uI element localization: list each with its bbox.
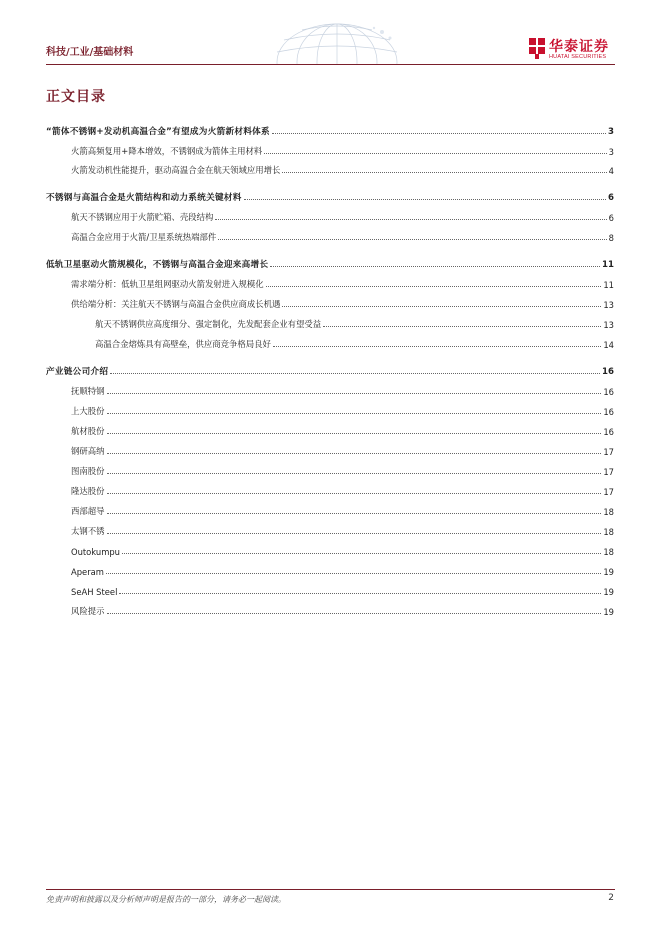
toc-entry-label: SeAH Steel — [71, 587, 118, 597]
toc-entry-page: 18 — [603, 507, 614, 517]
toc-entry-level2[interactable] — [71, 296, 614, 310]
toc-entry-label: 火箭高频复用+降本增效，不锈钢成为箭体主用材料 — [71, 146, 263, 156]
toc-dot-leader — [107, 533, 602, 534]
toc-entry-label: 低轨卫星驱动火箭规模化，不锈钢与高温合金迎来高增长 — [46, 260, 269, 270]
toc-entry-label: 钢研高纳 — [71, 446, 105, 456]
toc-entry-label: 航天不锈钢应用于火箭贮箱、壳段结构 — [71, 212, 214, 222]
toc-entry-page: 6 — [608, 193, 614, 203]
toc-entry-page: 17 — [603, 467, 614, 477]
toc-entry-page: 19 — [603, 587, 614, 597]
toc-dot-leader — [119, 593, 601, 594]
toc-entry-label: 高温合金熔炼具有高壁垒，供应商竞争格局良好 — [95, 339, 271, 349]
toc-dot-leader — [266, 286, 602, 287]
toc-entry-level2[interactable] — [71, 162, 614, 176]
toc-entry-page: 6 — [608, 213, 614, 223]
toc-entry-page: 14 — [603, 340, 614, 350]
toc-entry-level2[interactable] — [71, 423, 614, 437]
toc-entry-level2[interactable] — [71, 563, 614, 577]
toc-entry-level2[interactable] — [71, 383, 614, 397]
toc-dot-leader — [106, 573, 601, 574]
toc-entry-page: 13 — [603, 300, 614, 310]
toc-entry-page: 16 — [603, 407, 614, 417]
toc-entry-page: 16 — [603, 387, 614, 397]
toc-dot-leader — [264, 153, 606, 154]
toc-dot-leader — [107, 453, 602, 454]
toc-entry-label: 航天不锈钢供应高度细分、强定制化，先发配套企业有望受益 — [95, 319, 322, 329]
toc-title: 正文目录 — [46, 89, 106, 105]
toc-entry-level2[interactable] — [71, 503, 614, 517]
toc-entry-page: 13 — [603, 320, 614, 330]
toc-entry-level3[interactable] — [95, 336, 614, 350]
toc-entry-label: 高温合金应用于火箭/卫星系统热端部件 — [71, 232, 217, 242]
toc-entry-label: 火箭发动机性能提升，驱动高温合金在航天领域应用增长 — [71, 165, 281, 175]
toc-entry-page: 3 — [608, 127, 614, 137]
toc-entry-level1[interactable] — [46, 123, 614, 137]
toc-entry-label: Outokumpu — [71, 547, 120, 557]
huatai-logo-mark-icon — [527, 36, 547, 60]
toc-entry-page: 18 — [603, 547, 614, 557]
toc-dot-leader — [107, 413, 602, 414]
toc-entry-label: 隆达股份 — [71, 486, 105, 496]
toc-entry-label: 需求端分析：低轨卫星组网驱动火箭发射进入规模化 — [71, 279, 264, 289]
toc-entry-page: 3 — [608, 147, 614, 157]
toc-entry-page: 16 — [603, 427, 614, 437]
toc-entry-page: 11 — [603, 280, 614, 290]
toc-dot-leader — [323, 326, 601, 327]
toc-entry-page: 8 — [608, 233, 614, 243]
toc-entry-page: 19 — [603, 607, 614, 617]
toc-dot-leader — [107, 393, 602, 394]
toc-entry-page: 11 — [602, 260, 614, 270]
toc-entry-label: 太钢不锈 — [71, 526, 105, 536]
toc-entry-level2[interactable] — [71, 403, 614, 417]
toc-entry-level2[interactable] — [71, 543, 614, 557]
toc-entry-label: Aperam — [71, 567, 104, 577]
toc-entry-label: 图南股份 — [71, 466, 105, 476]
toc-entry-page: 16 — [602, 367, 614, 377]
footer-divider — [46, 889, 615, 890]
toc-dot-leader — [282, 306, 601, 307]
logo-text-en: HUATAI SECURITIES — [549, 54, 607, 60]
toc-dot-leader — [272, 133, 606, 134]
toc-dot-leader — [110, 373, 600, 374]
toc-dot-leader — [282, 172, 606, 173]
toc-entry-level1[interactable] — [46, 256, 614, 270]
toc-entry-page: 19 — [603, 567, 614, 577]
toc-entry-level2[interactable] — [71, 443, 614, 457]
toc-entry-label: “箭体不锈钢+发动机高温合金”有望成为火箭新材料体系 — [46, 127, 270, 137]
toc-entry-page: 4 — [608, 166, 614, 176]
toc-entry-level2[interactable] — [71, 463, 614, 477]
toc-entry-label: 产业链公司介绍 — [46, 367, 109, 377]
toc-entry-label: 西部超导 — [71, 506, 105, 516]
toc-entry-level2[interactable] — [71, 276, 614, 290]
toc-entry-level2[interactable] — [71, 603, 614, 617]
toc-entry-label: 上大股份 — [71, 406, 105, 416]
toc-dot-leader — [107, 473, 602, 474]
globe-decoration-icon — [262, 22, 412, 64]
toc-dot-leader — [122, 553, 601, 554]
toc-dot-leader — [107, 433, 602, 434]
toc-dot-leader — [273, 346, 601, 347]
report-category: 科技/工业/基础材料 — [46, 47, 134, 58]
toc-entry-label: 不锈钢与高温合金是火箭结构和动力系统关键材料 — [46, 193, 242, 203]
toc-dot-leader — [107, 493, 602, 494]
toc-entry-page: 17 — [603, 447, 614, 457]
toc-entry-level2[interactable] — [71, 229, 614, 243]
toc-dot-leader — [107, 613, 602, 614]
footer-disclaimer: 免责声明和披露以及分析师声明是报告的一部分，请务必一起阅读。 — [46, 895, 286, 904]
toc-dot-leader — [215, 219, 606, 220]
page-number: 2 — [608, 893, 614, 903]
toc-entry-level2[interactable] — [71, 583, 614, 597]
toc-entry-page: 17 — [603, 487, 614, 497]
toc-dot-leader — [218, 239, 606, 240]
toc-entry-label: 风险提示 — [71, 606, 105, 616]
toc-entry-level1[interactable] — [46, 363, 614, 377]
huatai-logo — [527, 36, 619, 64]
toc-dot-leader — [270, 266, 600, 267]
toc-entry-level1[interactable] — [46, 189, 614, 203]
toc-entry-page: 18 — [603, 527, 614, 537]
toc-entry-level3[interactable] — [95, 316, 614, 330]
toc-dot-leader — [107, 513, 602, 514]
toc-entry-label: 供给端分析：关注航天不锈钢与高温合金供应商成长机遇 — [71, 299, 281, 309]
toc-entry-label: 抚顺特钢 — [71, 386, 105, 396]
toc-entry-level2[interactable] — [71, 143, 614, 157]
logo-text-cn: 华泰证券 — [549, 39, 609, 55]
toc-entry-level2[interactable] — [71, 209, 614, 223]
toc-dot-leader — [244, 199, 606, 200]
toc-entry-label: 航材股份 — [71, 426, 105, 436]
toc-entry-level2[interactable] — [71, 483, 614, 497]
toc-entry-level2[interactable] — [71, 523, 614, 537]
header-divider — [46, 64, 615, 65]
